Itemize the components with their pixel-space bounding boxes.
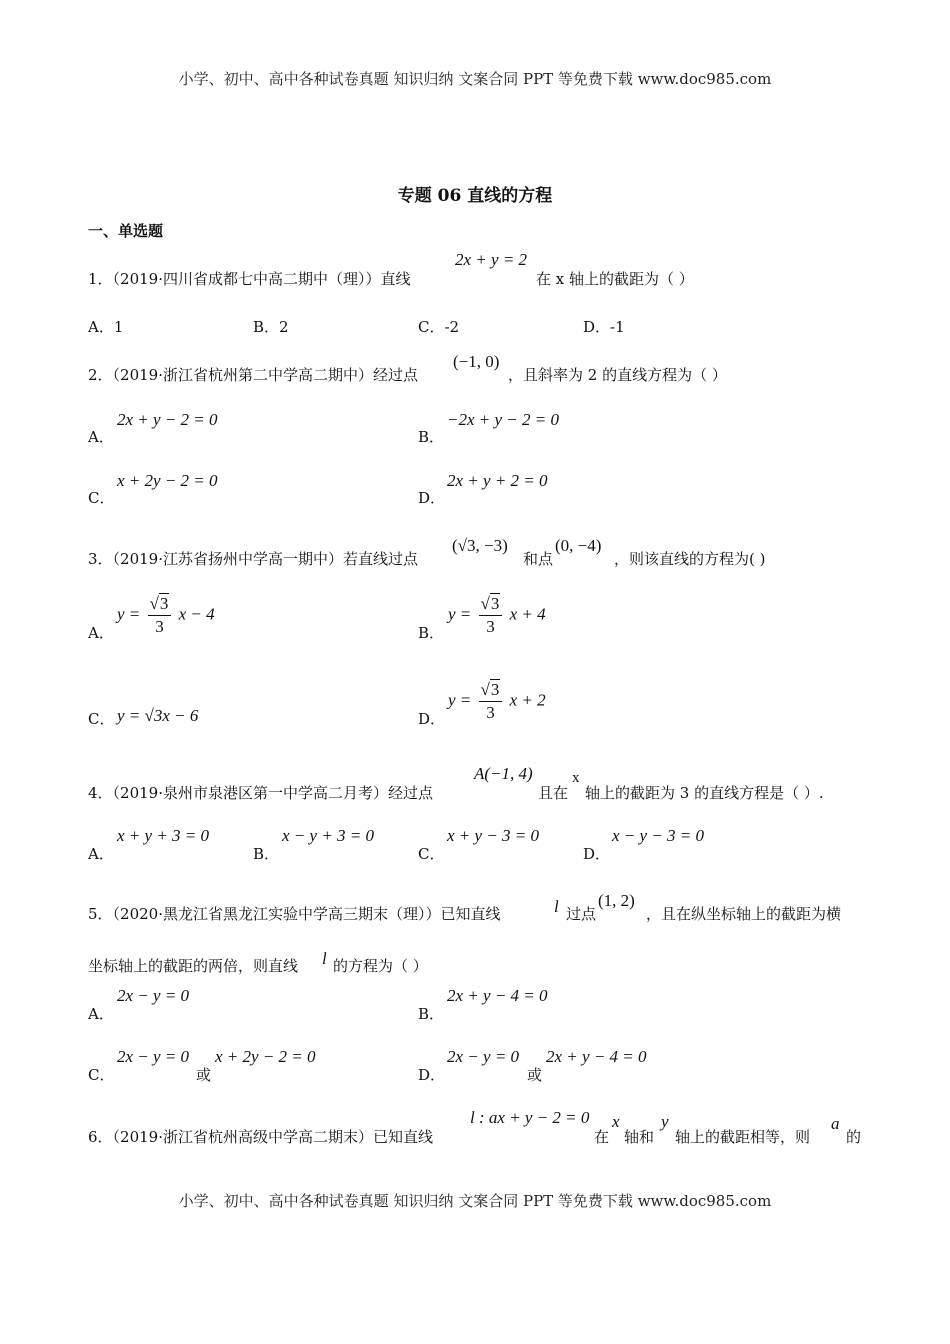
q6-text-mid3: 轴上的截距相等，则 xyxy=(675,1128,811,1146)
q3-point-2: (0, −4) xyxy=(555,536,602,555)
q6-equation: l : ax + y − 2 = 0 xyxy=(470,1108,590,1127)
q3-b-radicand: 3 xyxy=(490,594,500,613)
q2-option-a: 2x + y − 2 = 0 xyxy=(117,410,218,429)
q3-label-a: A． xyxy=(88,624,114,642)
q5-point: (1, 2) xyxy=(598,891,635,910)
q6-text-a: 6．（2019·浙江省杭州高级中学高二期末）已知直线 xyxy=(88,1128,433,1146)
q6-x: x xyxy=(612,1112,620,1131)
q5-option-a: 2x − y = 0 xyxy=(117,986,190,1005)
q4-option-c: x + y − 3 = 0 xyxy=(447,826,540,845)
q3-b-denominator: 3 xyxy=(486,617,495,636)
q3-a-denominator: 3 xyxy=(155,617,164,636)
q1-option-d: D．-1 xyxy=(583,318,625,336)
q3-d-fraction: $\frac{√3}{3}$ xyxy=(479,680,503,723)
q1-option-a: A．1 xyxy=(88,318,124,336)
q2-text-b: ，且斜率为 2 的直线方程为（ ） xyxy=(508,366,727,384)
q5-text-mid: 过点 xyxy=(566,905,597,923)
page-footer: 小学、初中、高中各种试卷真题 知识归纳 文案合同 PPT 等免费下载 www.doc985.com xyxy=(178,1192,772,1210)
q5-option-c-or: 或 xyxy=(196,1066,212,1084)
q2-option-b: −2x + y − 2 = 0 xyxy=(447,410,559,429)
q5-line-l: l xyxy=(554,897,559,916)
q5-option-c-eq2: x + 2y − 2 = 0 xyxy=(215,1047,316,1066)
q3-b-lhs: y = xyxy=(448,604,472,624)
q5-option-b: 2x + y − 4 = 0 xyxy=(447,986,548,1005)
q3-b-fraction: $\frac{√3}{3}$ xyxy=(479,594,503,637)
q3-option-b xyxy=(448,594,546,637)
q5-option-d-or: 或 xyxy=(527,1066,543,1084)
q2-option-c: x + 2y − 2 = 0 xyxy=(117,471,218,490)
q5-option-c-eq1: 2x − y = 0 xyxy=(117,1047,190,1066)
q2-label-b: B． xyxy=(418,428,445,446)
q3-a-lhs: y = xyxy=(117,604,141,624)
q3-d-lhs: y = xyxy=(448,690,472,710)
q4-option-d: x − y − 3 = 0 xyxy=(612,826,705,845)
q5-label-b: B． xyxy=(418,1005,445,1023)
q3-d-radicand: 3 xyxy=(490,680,500,699)
q4-text-b: 轴上的截距为 3 的直线方程是（ ）. xyxy=(585,784,824,802)
q6-text-mid2: 轴和 xyxy=(624,1128,655,1146)
q3-option-a xyxy=(117,594,215,637)
q3-label-d: D． xyxy=(418,710,446,728)
q4-label-a: A． xyxy=(88,845,114,863)
q2-label-c: C． xyxy=(88,489,115,507)
q6-y: y xyxy=(661,1112,669,1131)
q4-axis-x: x xyxy=(572,770,580,786)
q4-text-mid: 且在 xyxy=(538,784,569,802)
q2-option-d: 2x + y + 2 = 0 xyxy=(447,471,548,490)
q3-a-tail: x − 4 xyxy=(178,604,215,624)
q4-label-b: B． xyxy=(253,845,280,863)
page-title: 专题 06 直线的方程 xyxy=(397,186,553,206)
q5-text-a: 5．（2020·黑龙江省黑龙江实验中学高三期末（理））已知直线 xyxy=(88,905,501,923)
q2-label-a: A． xyxy=(88,428,114,446)
q3-text-a: 3．（2019·江苏省扬州中学高一期中）若直线过点 xyxy=(88,550,418,568)
q1-text-b: 在 x 轴上的截距为（ ） xyxy=(536,270,694,288)
q4-text-a: 4．（2019·泉州市泉港区第一中学高二月考）经过点 xyxy=(88,784,433,802)
q5-label-d: D． xyxy=(418,1066,446,1084)
q2-text-a: 2．（2019·浙江省杭州第二中学高二期中）经过点 xyxy=(88,366,418,384)
q3-text-b: ，则该直线的方程为( ) xyxy=(614,550,766,568)
q1-option-b: B．2 xyxy=(253,318,289,336)
q3-d-denominator: 3 xyxy=(486,703,495,722)
q1-option-c: C．-2 xyxy=(418,318,460,336)
q4-option-b: x − y + 3 = 0 xyxy=(282,826,375,845)
q5-label-c: C． xyxy=(88,1066,115,1084)
q3-a-radicand: 3 xyxy=(159,594,169,613)
q3-option-c: y = √3x − 6 xyxy=(117,706,199,725)
q5-text-line2-b: 的方程为（ ） xyxy=(333,957,428,975)
q6-a: a xyxy=(831,1114,840,1133)
q5-label-a: A． xyxy=(88,1005,114,1023)
q1-equation: 2x + y = 2 xyxy=(455,250,528,269)
q6-text-mid1: 在 xyxy=(594,1128,610,1146)
q1-text-a: 1．（2019·四川省成都七中高二期中（理））直线 xyxy=(88,270,411,288)
q5-option-d-eq1: 2x − y = 0 xyxy=(447,1047,520,1066)
q3-a-fraction: $\frac{√3}{3}$ xyxy=(148,594,172,637)
page-header: 小学、初中、高中各种试卷真题 知识归纳 文案合同 PPT 等免费下载 www.doc985.com xyxy=(178,70,772,88)
section-heading: 一、单选题 xyxy=(88,222,164,240)
q5-text-b: ，且在纵坐标轴上的截距为横 xyxy=(646,905,842,923)
q3-d-tail: x + 2 xyxy=(509,690,546,710)
q3-option-d xyxy=(448,680,546,723)
q5-text-line2-a: 坐标轴上的截距的两倍，则直线 xyxy=(88,957,299,975)
q4-option-a: x + y + 3 = 0 xyxy=(117,826,210,845)
q2-label-d: D． xyxy=(418,489,446,507)
q6-text-b: 的 xyxy=(846,1128,862,1146)
q2-point: (−1, 0) xyxy=(453,352,500,371)
q3-b-tail: x + 4 xyxy=(509,604,546,624)
q3-text-mid: 和点 xyxy=(523,550,554,568)
q5-option-d-eq2: 2x + y − 4 = 0 xyxy=(546,1047,647,1066)
q4-point: A(−1, 4) xyxy=(474,764,533,783)
q3-point-1: (√3, −3) xyxy=(452,536,508,555)
q5-line-l-2: l xyxy=(322,949,327,968)
q3-label-c: C． xyxy=(88,710,115,728)
q4-label-d: D． xyxy=(583,845,611,863)
q1-stem xyxy=(88,268,411,289)
q3-label-b: B． xyxy=(418,624,445,642)
q4-label-c: C． xyxy=(418,845,445,863)
